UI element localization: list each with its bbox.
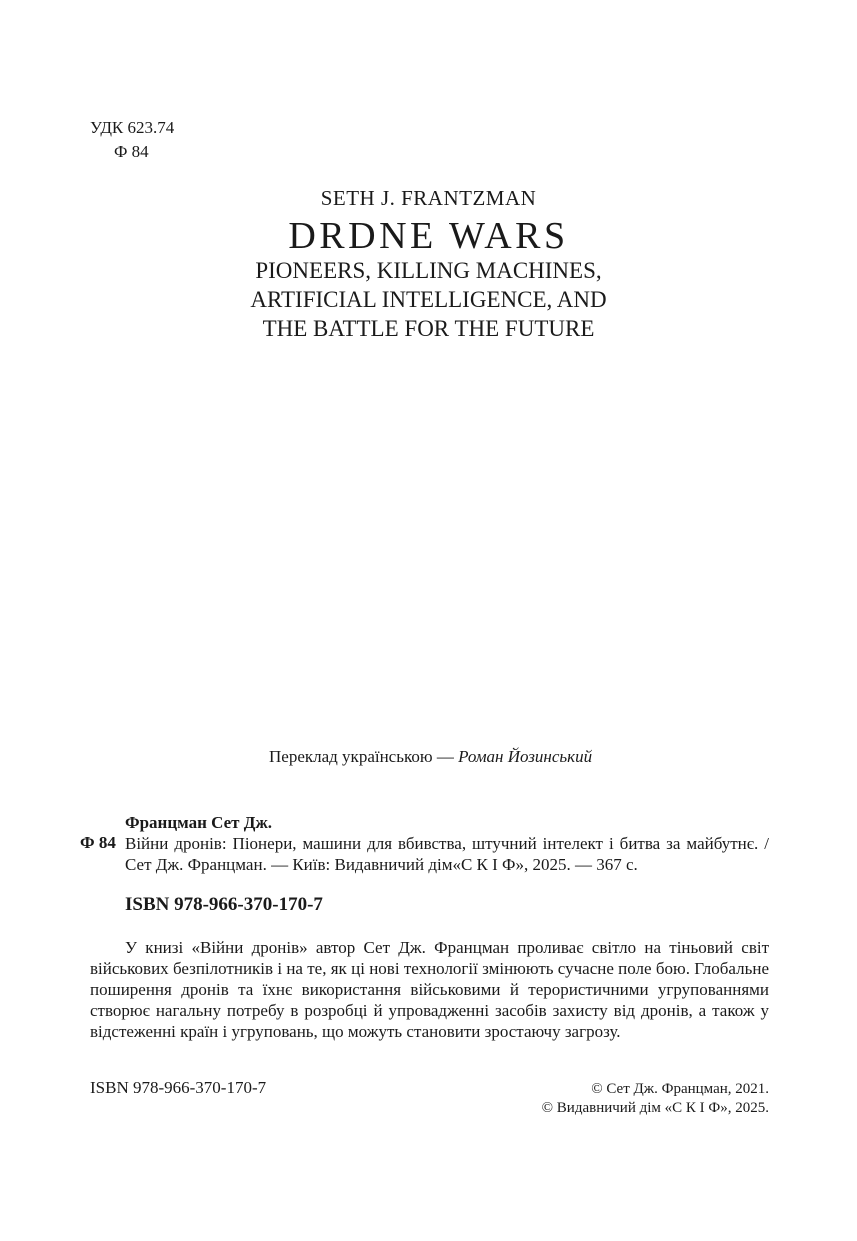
bibliographic-author: Францман Сет Дж. xyxy=(125,813,273,832)
udk-block xyxy=(90,116,174,164)
translator-credit xyxy=(269,747,592,767)
original-author: SETH J. FRANTZMAN xyxy=(320,186,537,210)
subtitle-line: THE BATTLE FOR THE FUTURE xyxy=(262,316,595,341)
copyright-author: © Сет Дж. Францман, 2021. xyxy=(591,1081,769,1097)
subtitle-line: PIONEERS, KILLING MACHINES, xyxy=(255,258,602,283)
translator-name: Роман Йозинський xyxy=(458,747,593,766)
translator-label: Переклад українською — xyxy=(269,747,459,766)
isbn-footer: ISBN 978-966-370-170-7 xyxy=(90,1078,267,1097)
original-title: DRDNE WARS xyxy=(288,215,569,257)
copyright-block xyxy=(542,1080,769,1118)
abstract-paragraph: У книзі «Війни дронів» автор Сет Дж. Францман проливає світло на тіньовий світ військових безпілотників і на те, як ці нові технології змінюють сучасне поле бою. Глобальне поширення дронів та їхнє використання військовими й терористичними угрупованнями створює нагальну потребу в розробці й упровадженні засобів захисту від дронів, а також у відстеженні країн і угруповань, що можуть становити зростаючу загрозу. xyxy=(90,938,769,1041)
copyright-publisher: © Видавничий дім «С К І Ф», 2025. xyxy=(541,1100,769,1116)
author-mark: Ф 84 xyxy=(114,142,149,161)
bibliographic-record xyxy=(125,812,769,875)
subtitle-line: ARTIFICIAL INTELLIGENCE, AND xyxy=(250,287,607,312)
bibliographic-code: Ф 84 xyxy=(80,833,116,852)
original-subtitle xyxy=(0,256,857,343)
bibliographic-description: Війни дронів: Піонери, машини для вбивства, штучний інтелект і битва за майбутнє. / Сет Дж. Францман. — Київ: Видавничий дім«С К І Ф», 2025. — 367 с. xyxy=(125,834,769,874)
isbn-heading: ISBN 978-966-370-170-7 xyxy=(125,894,323,915)
udk-code: УДК 623.74 xyxy=(90,118,175,137)
